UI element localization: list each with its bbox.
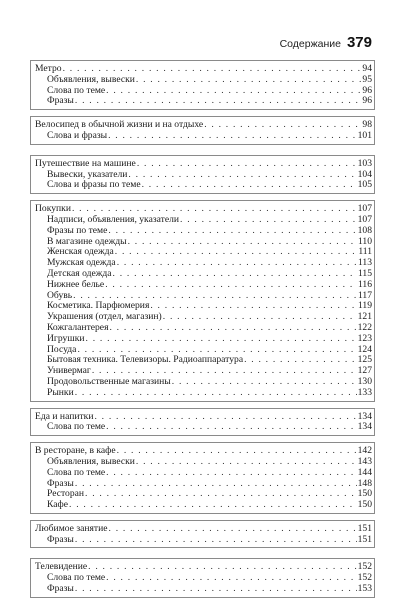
entry-page-number: 152 (357, 561, 372, 573)
entry-title: Слова по теме (47, 84, 106, 96)
entry-page-number: 98 (362, 119, 372, 131)
entry-page-number: 122 (357, 321, 372, 333)
entry-title: Метро (35, 63, 62, 74)
dot-leader (105, 280, 357, 291)
dot-leader (136, 457, 357, 468)
dot-leader (109, 524, 357, 535)
entry-page-number: 121 (357, 311, 372, 323)
entry-title: Телевидение (35, 561, 88, 573)
entry-title: Фразы (47, 477, 74, 489)
toc-subentry[interactable] (31, 226, 374, 237)
dot-leader (106, 86, 361, 97)
toc-chapter-entry[interactable] (31, 524, 374, 535)
dot-leader (106, 468, 356, 479)
dot-leader (75, 535, 357, 546)
entry-page-number: 95 (362, 73, 372, 85)
entry-title: Продовольственные магазины (47, 375, 171, 387)
entry-page-number: 123 (357, 332, 372, 344)
entry-page-number: 153 (357, 583, 372, 595)
entry-page-number: 94 (362, 63, 372, 74)
toc-subentry[interactable] (31, 500, 374, 511)
entry-title: Фразы по теме (47, 224, 108, 236)
dot-leader (106, 573, 356, 584)
toc-section (30, 558, 375, 597)
entry-page-number: 119 (357, 300, 372, 312)
dot-leader (204, 120, 361, 131)
entry-title: Объявления, вывески (47, 73, 135, 85)
toc-subentry[interactable] (31, 422, 374, 433)
page-number: 379 (346, 34, 372, 51)
entry-title: Кожгалантерея (47, 321, 109, 333)
entry-page-number: 110 (357, 235, 372, 247)
entry-title: Кафе (47, 499, 69, 511)
dot-leader (75, 584, 357, 595)
dot-leader (128, 170, 356, 181)
entry-page-number: 113 (357, 257, 372, 269)
entry-page-number: 107 (357, 203, 372, 215)
entry-page-number: 130 (357, 375, 372, 387)
entry-page-number: 143 (357, 455, 372, 467)
entry-page-number: 104 (357, 168, 372, 180)
dot-leader (172, 377, 357, 388)
entry-page-number: 151 (357, 533, 372, 545)
dot-leader (109, 323, 356, 334)
entry-title: В магазине одежды (47, 235, 127, 247)
toc-section (30, 442, 375, 514)
dot-leader (106, 422, 356, 433)
dot-leader (128, 237, 357, 248)
entry-page-number: 111 (358, 246, 372, 258)
toc-subentry[interactable] (31, 96, 374, 107)
entry-page-number: 148 (357, 477, 372, 489)
entry-title: Объявления, вывески (47, 455, 135, 467)
entry-page-number: 152 (357, 572, 372, 584)
toc-subentry[interactable] (31, 377, 374, 388)
toc-subentry[interactable] (31, 584, 374, 595)
entry-title: Слова по теме (47, 466, 106, 478)
toc-subentry[interactable] (31, 535, 374, 546)
entry-page-number: 142 (357, 445, 372, 457)
toc-subentry[interactable] (31, 75, 374, 86)
dot-leader (142, 180, 357, 191)
toc-section (30, 520, 375, 549)
dot-leader (180, 215, 357, 226)
dot-leader (108, 131, 357, 142)
toc-subentry[interactable] (31, 180, 374, 191)
dot-leader (108, 226, 356, 237)
entry-page-number: 127 (357, 365, 372, 377)
entry-page-number: 133 (357, 386, 372, 398)
entry-page-number: 101 (357, 129, 372, 141)
dot-leader (69, 500, 357, 511)
entry-title: Ресторан (47, 488, 85, 500)
table-of-contents (30, 60, 375, 604)
entry-page-number: 151 (357, 522, 372, 534)
entry-title: Надписи, объявления, указатели (47, 213, 180, 225)
entry-title: Женская одежда (47, 246, 114, 258)
entry-title: Велосипед в обычной жизни и на отдыхе (35, 119, 204, 131)
dot-leader (163, 312, 357, 323)
entry-page-number: 124 (357, 343, 372, 355)
entry-title: Универмаг (47, 365, 91, 377)
dot-leader (113, 269, 357, 280)
header-title: Содержание (279, 38, 341, 50)
entry-title: Слова по теме (47, 572, 106, 584)
entry-title: Слова и фразы по теме (47, 179, 141, 191)
entry-page-number: 117 (357, 289, 372, 301)
entry-title: Мужская одежда (47, 257, 116, 269)
dot-leader (85, 489, 357, 500)
entry-title: Косметика. Парфюмерия (47, 300, 150, 312)
dot-leader (115, 247, 358, 258)
dot-leader (75, 388, 357, 399)
entry-page-number: 96 (362, 84, 372, 96)
dot-leader (86, 334, 357, 345)
toc-subentry[interactable] (31, 489, 374, 500)
toc-subentry[interactable] (31, 334, 374, 345)
entry-page-number: 107 (357, 213, 372, 225)
entry-page-number: 125 (357, 354, 372, 366)
entry-page-number: 103 (357, 157, 372, 169)
entry-page-number: 115 (357, 267, 372, 279)
entry-title: Игрушки (47, 332, 85, 344)
entry-page-number: 150 (357, 488, 372, 500)
running-header (280, 34, 372, 51)
toc-section (30, 200, 375, 401)
entry-title: Фразы (47, 533, 74, 545)
toc-subentry[interactable] (31, 468, 374, 479)
entry-title: Вывески, указатели (47, 168, 128, 180)
entry-title: В ресторане, в кафе (35, 445, 116, 457)
dot-leader (117, 258, 357, 269)
entry-title: Детская одежда (47, 267, 112, 279)
entry-title: Фразы (47, 95, 74, 107)
dot-leader (94, 412, 356, 423)
entry-title: Слова по теме (47, 421, 106, 433)
dot-leader (137, 159, 357, 170)
toc-subentry[interactable] (31, 573, 374, 584)
dot-leader (88, 562, 356, 573)
dot-leader (150, 301, 357, 312)
toc-subentry[interactable] (31, 86, 374, 97)
entry-title: Фразы (47, 583, 74, 595)
entry-page-number: 96 (362, 95, 372, 107)
entry-title: Слова и фразы (47, 129, 108, 141)
entry-page-number: 108 (357, 224, 372, 236)
entry-page-number: 105 (357, 179, 372, 191)
entry-title: Украшения (отдел, магазин) (47, 311, 162, 323)
entry-title: Посуда (47, 343, 77, 355)
entry-page-number: 134 (357, 410, 372, 422)
toc-section (30, 155, 375, 194)
entry-page-number: 116 (357, 278, 372, 290)
dot-leader (244, 355, 357, 366)
entry-page-number: 144 (357, 466, 372, 478)
entry-title: Еда и напитки (35, 410, 94, 422)
entry-title: Рынки (47, 386, 74, 398)
entry-title: Обувь (47, 289, 73, 301)
dot-leader (75, 479, 357, 490)
entry-page-number: 134 (357, 421, 372, 433)
toc-subentry[interactable] (31, 131, 374, 142)
toc-section (30, 408, 375, 437)
toc-subentry[interactable] (31, 388, 374, 399)
toc-section (30, 60, 375, 110)
entry-title: Путешествие на машине (35, 157, 136, 169)
entry-page-number: 150 (357, 499, 372, 511)
toc-chapter-entry[interactable] (31, 159, 374, 170)
entry-title: Любимое занятие (35, 522, 108, 534)
entry-title: Нижнее белье (47, 278, 105, 290)
dot-leader (75, 96, 362, 107)
entry-title: Бытовая техника. Телевизоры. Радиоаппаратура (47, 354, 244, 366)
dot-leader (136, 75, 362, 86)
toc-subentry[interactable] (31, 280, 374, 291)
dot-leader (117, 446, 357, 457)
toc-section (30, 116, 375, 145)
entry-title: Покупки (35, 203, 71, 215)
